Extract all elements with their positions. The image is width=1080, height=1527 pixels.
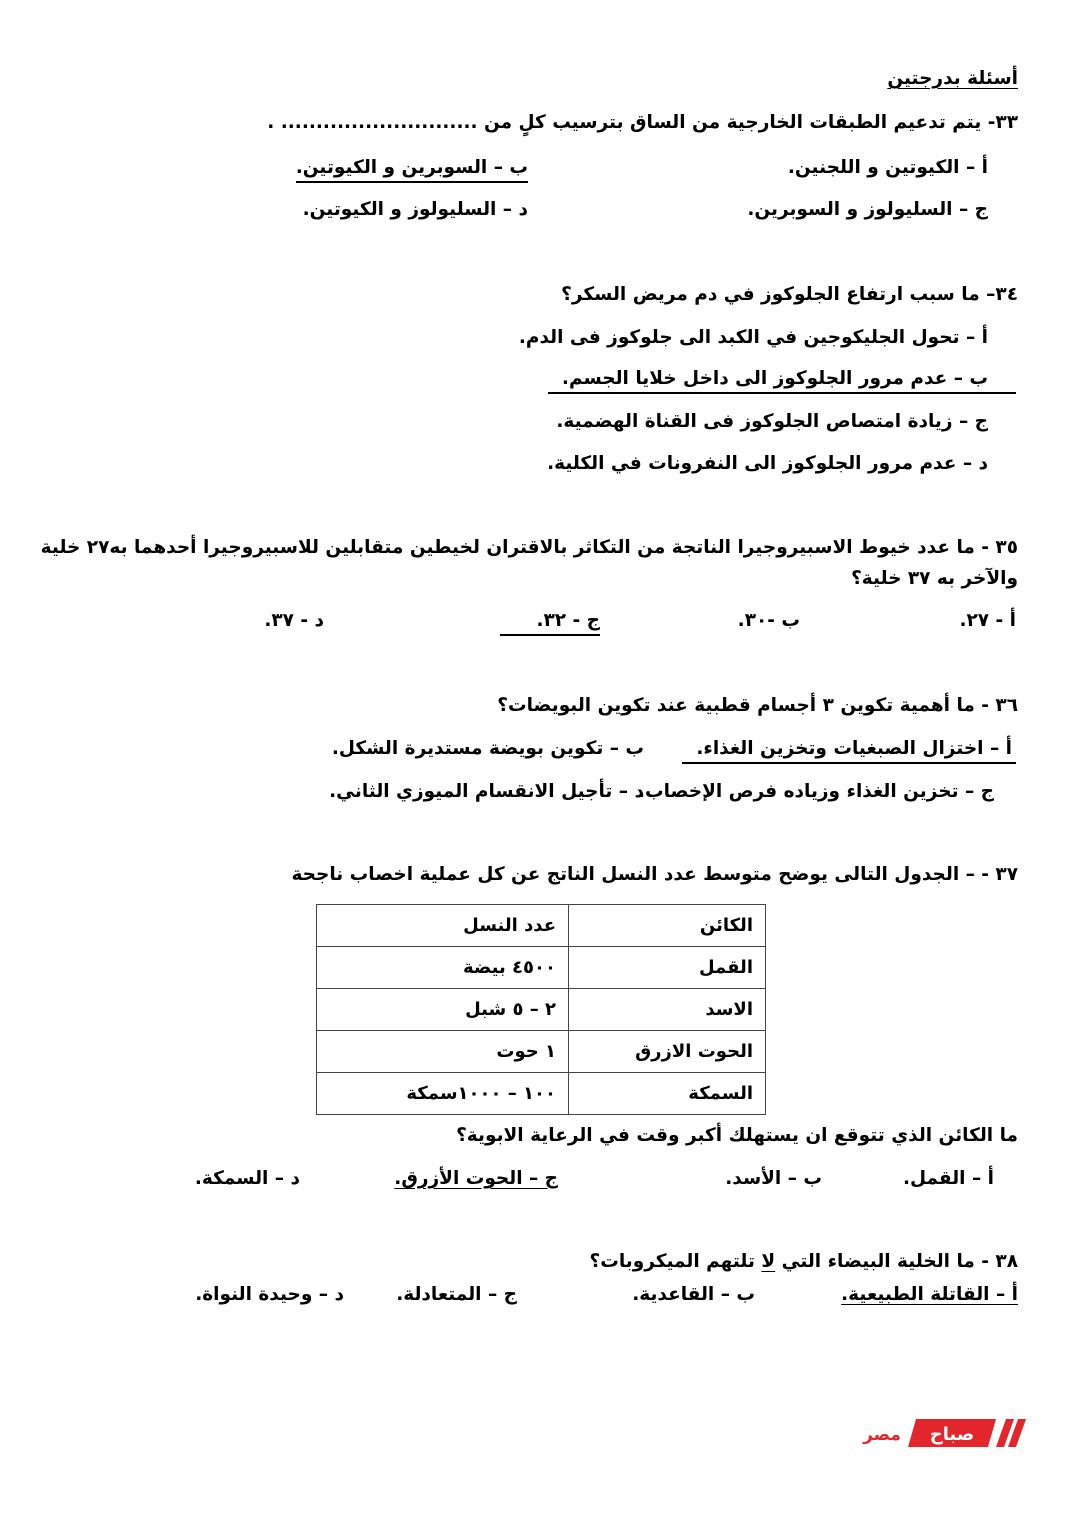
q38-option-a[interactable] bbox=[841, 1286, 1018, 1305]
table-row bbox=[317, 989, 766, 1031]
q37-option-a[interactable]: أ – القمل. bbox=[902, 1168, 994, 1189]
q36-question: ٣٦ - ما أهمية تكوين ٣ أجسام قطبية عند تكوين البويضات؟ bbox=[497, 695, 1018, 716]
q33-option-b[interactable] bbox=[296, 159, 528, 183]
table-row bbox=[317, 947, 766, 989]
q34-option-a[interactable]: أ – تحول الجليكوجين في الكبد الى جلوكوز فى الدم. bbox=[518, 327, 988, 348]
q38-option-b[interactable]: ب – القاعدية. bbox=[632, 1284, 755, 1305]
q34-question: ٣٤– ما سبب ارتفاع الجلوكوز في دم مريض السكر؟ bbox=[561, 284, 1018, 305]
q34-option-c[interactable]: ج – زيادة امتصاص الجلوكوز فى القناة الهضمية. bbox=[556, 411, 988, 432]
q37-intro: ٣٧ - – الجدول التالى يوضح متوسط عدد النسل الناتج عن كل عملية اخصاب ناجحة bbox=[291, 864, 1018, 885]
q38-question bbox=[590, 1253, 1019, 1272]
q35-option-b[interactable]: ب -٣٠. bbox=[737, 610, 800, 631]
q35-option-d[interactable]: د - ٣٧. bbox=[264, 610, 324, 631]
q38-option-d[interactable]: د – وحيدة النواة. bbox=[195, 1284, 344, 1305]
table-cell-organism: السمكة bbox=[569, 1073, 766, 1115]
q38-question-before: ٣٨ - ما الخلية البيضاء التي bbox=[775, 1251, 1018, 1272]
q37-option-c-label: ج – الحوت الأزرق. bbox=[394, 1168, 558, 1189]
q36-option-b[interactable]: ب – تكوين بويضة مستديرة الشكل. bbox=[331, 738, 644, 759]
q34-option-b[interactable] bbox=[548, 370, 1016, 394]
table-cell-organism: القمل bbox=[569, 947, 766, 989]
q38-option-a-label: أ – القاتلة الطبيعية. bbox=[841, 1284, 1018, 1305]
q35-option-a[interactable]: أ - ٢٧. bbox=[959, 610, 1016, 631]
table-cell-offspring: ٢ – ٥ شبل bbox=[317, 989, 569, 1031]
logo-brand: صباح bbox=[929, 1424, 975, 1445]
q33-option-c[interactable]: ج – السليولوز و السوبرين. bbox=[747, 199, 988, 220]
table-cell-organism: الاسد bbox=[569, 989, 766, 1031]
q36-option-d[interactable]: د – تأجيل الانقسام الميوزي الثاني. bbox=[329, 781, 644, 802]
table-row bbox=[317, 1073, 766, 1115]
table-header-offspring: عدد النسل bbox=[317, 905, 569, 947]
q35-option-c[interactable] bbox=[500, 612, 600, 636]
section-title: أسئلة بدرجتين bbox=[887, 68, 1018, 89]
table-row bbox=[317, 1031, 766, 1073]
q37-option-d[interactable]: د – السمكة. bbox=[194, 1168, 300, 1189]
q38-question-negation: لا bbox=[761, 1251, 776, 1272]
logo-brand-suffix: مصر bbox=[863, 1425, 901, 1445]
q35-option-c-label: ج - ٣٢. bbox=[500, 612, 600, 636]
q33-option-d[interactable]: د – السليولوز و الكيوتين. bbox=[302, 199, 528, 220]
q37-question: ما الكائن الذي تتوقع ان يستهلك أكبر وقت في الرعاية الابوية؟ bbox=[456, 1125, 1018, 1146]
q38-question-after: تلتهم الميكروبات؟ bbox=[589, 1251, 762, 1272]
site-logo bbox=[856, 1417, 1026, 1449]
q37-option-b[interactable]: ب – الأسد. bbox=[725, 1168, 822, 1189]
table-cell-offspring: ١ حوت bbox=[317, 1031, 569, 1073]
q36-option-a-label: أ – اختزال الصبغيات وتخزين الغذاء. bbox=[682, 740, 1016, 764]
q35-question-line1: ٣٥ - ما عدد خيوط الاسبيروجيرا الناتجة من التكاثر بالاقتران لخيطين متقابلين للاسبيروجيرا أحدهما به٢٧ خلية bbox=[40, 537, 1018, 558]
table-cell-organism: الحوت الازرق bbox=[569, 1031, 766, 1073]
q36-option-a[interactable] bbox=[682, 740, 1016, 764]
q33-option-b-label: ب – السوبرين و الكيوتين. bbox=[296, 159, 528, 183]
q38-option-c[interactable]: ج – المتعادلة. bbox=[396, 1284, 517, 1305]
q36-option-c[interactable]: ج – تخزين الغذاء وزياده فرص الإخصاب. bbox=[637, 781, 994, 802]
offspring-table bbox=[316, 904, 766, 1115]
q35-question-line2: والآخر به ٣٧ خلية؟ bbox=[851, 568, 1018, 589]
q34-option-d[interactable]: د – عدم مرور الجلوكوز الى النفرونات في الكلية. bbox=[547, 453, 988, 474]
q33-option-a[interactable]: أ – الكيوتين و اللجنين. bbox=[787, 157, 988, 178]
table-header-organism: الكائن bbox=[569, 905, 766, 947]
q33-question: ٣٣- يتم تدعيم الطبقات الخارجية من الساق بترسيب كلٍ من ............................ . bbox=[267, 112, 1018, 133]
q34-option-b-label: ب – عدم مرور الجلوكوز الى داخل خلايا الجسم. bbox=[548, 370, 1016, 394]
q37-option-c[interactable] bbox=[394, 1170, 558, 1189]
table-cell-offspring: ١٠٠ – ١٠٠٠سمكة bbox=[317, 1073, 569, 1115]
table-cell-offspring: ٤٥٠٠ بيضة bbox=[317, 947, 569, 989]
table-header-row bbox=[317, 905, 766, 947]
